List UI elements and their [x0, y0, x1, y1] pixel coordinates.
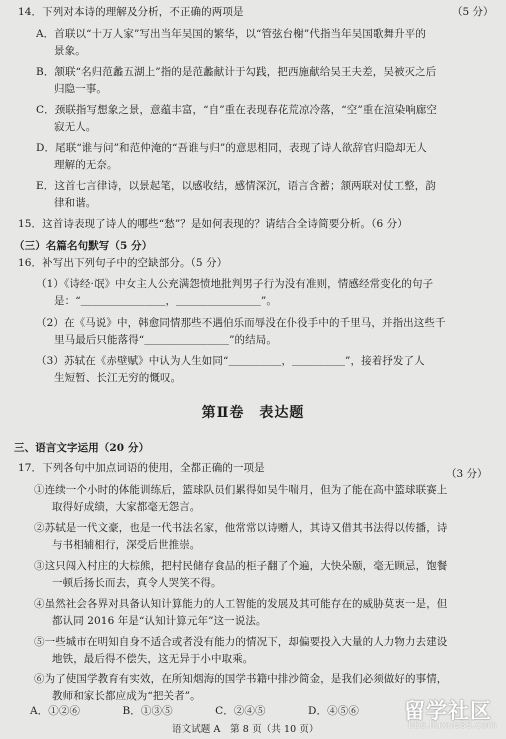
q17-item-4a: ④虽然社会各界对具备认知计算能力的人工智能的发展及其可能存在的威胁莫衷一是，但 [34, 598, 448, 610]
q17-item-2a: ②苏轼是一代文豪，也是一代书法名家，他常常以诗赠人，其诗又借其书法得以传播，诗 [34, 522, 448, 534]
q17-item-5a: ⑤一些城市在明知自身不适合或者没有能力的情况下，却偏要投入大量的人力物力去建设 [34, 636, 448, 648]
q17-item-1a: ①连续一个小时的体能训练后，篮球队员们累得如吴牛喘月，但为了能在高中篮球联赛上 [34, 484, 448, 496]
q17-item-5b: 地铁，最后得不偿失，这无异于小中取乘。 [52, 653, 254, 665]
part2-title: 第Ⅱ卷 表达题 [201, 405, 305, 421]
q17-stem: 17．下列各句中加点词语的使用，全都正确的一项是 [18, 462, 265, 474]
q14-line-c1: C．颈联指写想象之景，意蕴丰富，“自”重在表现春花荒凉冷落，“空”重在渲染响廊空 [36, 104, 438, 116]
q17-score: （3 分） [446, 468, 488, 480]
q15-text: 15．这首诗表现了诗人的哪些“愁”？是如何表现的？请结合全诗简要分析。（6 分） [18, 218, 408, 230]
page-footer: 语文试题 A 第 8 页（共 10 页） [172, 724, 319, 735]
section-3-title: （三）名篇名句默写（5 分） [14, 240, 153, 252]
q14-line-d1: D．尾联“谁与问”和范仲淹的“吾谁与归”的意思相同，表现了诗人欲辞官归隐却无人 [36, 142, 427, 154]
q14-line-e2: 律和谐。 [54, 197, 97, 209]
q16-line-1b: 是：“＿＿＿＿＿＿＿＿，＿＿＿＿＿＿＿＿”。 [54, 295, 277, 307]
q17-item-3b: 一顿后扬长而去，真令人哭笑不得。 [52, 577, 222, 589]
q14-line-b1: B．颔联“名归范蠡五湖上”指的是范蠡献计于勾践，把西施献给吴王夫差，吴被灭之后 [36, 66, 437, 78]
q14-line-c2: 寂无人。 [54, 121, 97, 133]
watermark-logo-text: 留学社区 [404, 699, 492, 723]
q17-item-6a: ⑥为了使国学教育有实效，在所知烟海的国学书籍中排沙简金，是我们必须做好的事情， [34, 673, 448, 685]
q17-item-6b: 教师和家长都应成为“把关者”。 [52, 690, 201, 702]
watermark-logo [392, 695, 504, 735]
q16-line-3a: （3）苏轼在《赤壁赋》中认为人生如同“＿＿＿＿＿，＿＿＿＿＿”，接着抒发了人 [36, 355, 425, 367]
q17-item-4b: 都认同 2016 年是“认知计算元年”这一说法。 [52, 615, 267, 627]
q14-line-b2: 归隐一事。 [54, 83, 107, 95]
q14-line-d2: 理解的无奈。 [54, 159, 118, 171]
q17-options: A．①②⑥ B．①③⑤ C．②④⑤ D．④⑤⑥ [30, 705, 359, 717]
q16-stem: 16．补写出下列句子中的空缺部分。（5 分） [18, 257, 228, 269]
section-3b-title: 三、语言文字运用（20 分） [14, 442, 150, 454]
q17-item-2b: 与书相辅相行，深受后世推崇。 [52, 539, 201, 551]
q17-item-3a: ③这只闯入村庄的大棕熊，把村民储存食品的柜子翻了个遍，大快朵颐，毫无顾忌，饱餐 [34, 560, 448, 572]
q16-line-2b: 里马最后只能落得“＿＿＿＿＿＿＿＿”的结局。 [54, 334, 277, 346]
q14-stem: 14．下列对本诗的理解及分析，不正确的两项是 [18, 6, 244, 18]
q14-line-a2: 景象。 [54, 45, 86, 57]
q16-line-1a: （1）《诗经·氓》中女主人公充满怨愤地批判男子行为没有准则，情感经常变化的句子 [36, 278, 434, 290]
q17-item-1b: 取得好成绩，大家都毫无怨言。 [52, 501, 201, 513]
q16-line-2a: （2）在《马说》中，韩愈同情那些不遇伯乐而辱没在仆役手中的千里马，并指出这些千 [36, 317, 446, 329]
q14-line-e1: E．这首七言律诗，以景起笔，以感收结，感情深沉，语言含蓄；颔两联对仗工整，韵 [36, 180, 436, 192]
q14-score: （5 分） [452, 6, 494, 18]
watermark-url: bbs.liuxue86.com [408, 720, 497, 731]
q14-line-a1: A．首联以“十万人家”写出当年吴国的繁华，以“管弦台榭”代指当年吴国歌舞升平的 [36, 28, 426, 40]
q16-line-3b: 生短暂、长江无穷的慨叹。 [54, 372, 182, 384]
